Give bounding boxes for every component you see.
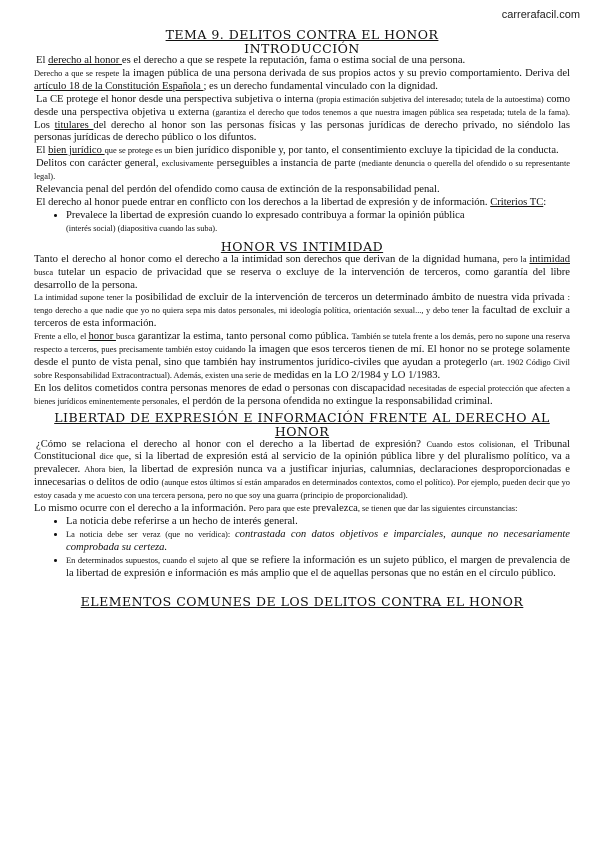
term-honor: honor	[88, 331, 116, 343]
term-criterios-tc: Criterios TC	[490, 196, 544, 208]
text: : tengo derecho a que nadie que yo no quiera sepa mis datos personales, mi ideología política, orientación sexual..., y debo tener	[34, 293, 570, 316]
text: busca	[34, 267, 54, 277]
intro-paragraph-2	[34, 68, 570, 94]
text: Los	[34, 119, 55, 131]
s3-paragraph-2	[34, 503, 570, 516]
text: pero la	[502, 254, 530, 264]
text: bien jurídico disponible y, por tanto, el consentimiento excluye la tipicidad de la conducta.	[172, 145, 559, 157]
list-item	[66, 555, 570, 581]
text: pues precisamente también estoy cuidando	[101, 345, 246, 355]
term-titulares: titulares	[54, 119, 94, 131]
text: garantizar la estima, tanto personal como pública.	[135, 331, 352, 343]
s2-paragraph-3	[34, 331, 570, 383]
text: el perdón de la persona ofendida no extingue la responsabilidad criminal.	[179, 395, 493, 407]
text: (aunque estos últimos sí están amparados en determinados contextos, como el político). Por ejemplo, pueden decir que yo estoy casada y me acuesto con una tercera persona, pero no que soy una guarra (principio de proporcionalidad).	[34, 478, 570, 501]
intro-paragraph-6: Relevancia penal del perdón del ofendido como causa de extinción de la responsabilidad penal.	[36, 184, 440, 196]
s3-paragraph-1	[34, 439, 570, 504]
text: Lo mismo ocurre con el derecho a la información.	[34, 503, 249, 515]
s2-paragraph-4	[34, 383, 570, 409]
text: La noticia debe ser veraz	[66, 529, 166, 539]
text: es el derecho a que se respete la reputación, fama o estima social de una persona.	[121, 55, 466, 66]
text: dice que	[99, 452, 129, 462]
text: También se tutela frente a los demás, pero no supone una reserva respecto a terceros,	[34, 332, 570, 355]
intro-paragraph-1	[34, 55, 570, 68]
text: medidas en la LO 2/1984 y LO 1/1983.	[270, 369, 441, 381]
text: al que se refiere la información es un sujeto público, el margen de prevalencia de la libertad de expresión e información es más amplio que el de aquellas personas que no están en el círculo público.	[66, 554, 570, 579]
text: como desde una perspectiva objetiva u externa	[34, 93, 570, 118]
s2-paragraph-2	[34, 292, 570, 331]
text: ; es un derecho fundamental vinculado con la dignidad.	[203, 80, 438, 92]
text: el Tribunal Constitucional	[34, 438, 571, 463]
text: la imagen que esos terceros tienen de mí. El honor no se protege solamente desde el punto de vista penal, sino que también hay instrumentos jurídico-civiles que ayudan a protegerlo	[34, 344, 570, 368]
intro-paragraph-4	[34, 145, 570, 158]
list-item	[66, 210, 570, 236]
text: Prevalece la libertad de expresión cuando lo expresado contribuya a formar la opinión pública	[66, 209, 465, 221]
text: (garantiza el derecho que todos tenemos a que nuestra imagen pública sea respetada; tutela de la fama).	[212, 107, 571, 117]
page-title: TEMA 9. DELITOS CONTRA EL HONOR	[165, 27, 439, 42]
list-item: • La noticia debe referirse a un hecho de interés general.	[66, 516, 570, 529]
text: En determinados supuestos, cuando el sujeto	[66, 555, 218, 565]
text: del derecho al honor son las personas físicas y las personas jurídicas de derecho privado, no siéndolo las personas jurídicas de derecho público o los difuntos.	[34, 119, 571, 144]
intro-paragraph-3	[34, 94, 570, 146]
text: La CE protege el honor desde una perspectiva subjetiva o interna	[36, 93, 317, 105]
s2-paragraph-1	[34, 254, 570, 293]
text: El	[36, 55, 49, 66]
text: (propia estimación subjetiva del interesado; tutela de la autoestima)	[316, 94, 544, 104]
intro-paragraph-7	[34, 197, 570, 210]
term-articulo-18: artículo 18 de la Constitución Española	[34, 80, 204, 92]
text: , si la libertad de expresión está al servicio de la opinión pública libre y del pluralismo político, va a prevalecer.	[34, 451, 570, 476]
intro-heading: INTRODUCCIÓN	[244, 41, 360, 56]
text: Delitos con carácter general,	[36, 158, 162, 170]
text: posibilidad de excluir de la intervención de terceros un determinado ámbito de nuestra vida privada	[132, 292, 568, 304]
text: El	[36, 145, 49, 157]
text: Pero para que este	[248, 504, 310, 514]
text: prevalezca	[309, 503, 358, 515]
text: El derecho al honor puede entrar en conflicto con los derechos a la libertad de expresión y de información.	[36, 196, 491, 208]
text: Derecho a que se respete	[34, 68, 120, 78]
intro-paragraph-5	[34, 158, 570, 184]
term-derecho-al-honor: derecho al honor	[48, 55, 122, 66]
term-intimidad: intimidad	[529, 253, 570, 265]
text: Cuando estos colisionan,	[426, 439, 516, 449]
text: Ahora bien,	[84, 465, 126, 475]
text: La intimidad supone tener la	[34, 293, 133, 303]
text: Tanto el derecho al honor como el derecho a la intimidad son derechos que derivan de la dignidad humana,	[34, 253, 503, 265]
text: busca	[115, 332, 136, 342]
text: que se protege es un	[104, 146, 173, 156]
text: (interés social) (diapositiva cuando las suba).	[66, 223, 218, 233]
section-heading-libertad-expresion: LIBERTAD DE EXPRESIÓN E INFORMACIÓN FRENTE AL DERECHO AL HONOR	[54, 409, 550, 439]
text: En los delitos cometidos contra personas menores de edad o personas con discapacidad	[34, 382, 409, 394]
text: perseguibles a instancia de parte	[213, 158, 359, 170]
criterios-list	[34, 210, 570, 236]
text: la imagen pública de una persona derivada de sus propios actos y su previo comportamiento. Deriva del	[119, 67, 570, 79]
list-item	[66, 529, 570, 555]
section-heading-elementos-comunes: ELEMENTOS COMUNES DE LOS DELITOS CONTRA EL HONOR	[80, 593, 524, 609]
text: , se tienen que dar las siguientes circunstancias:	[357, 504, 518, 514]
text: la facultad de excluir a terceros de esta información.	[34, 305, 570, 330]
term-bien-juridico: bien jurídico	[48, 145, 105, 157]
text: :	[543, 196, 547, 208]
text: (art. 1902 Código Civil sobre Responsabilidad Extracontractual). Además, existen una serie de	[34, 357, 570, 380]
text: la libertad de expresión nunca va a justificar injurias, calumnias, declaraciones desproporcionadas e innecesarias o delitos de odio	[34, 464, 570, 489]
text: exclusivamente	[161, 159, 214, 169]
text: contrastada con datos objetivos e imparciales, aunque no necesariamente comprobada su certeza.	[66, 528, 571, 553]
text: tutelar un espacio de privacidad que se reserva o excluye de la intervención de terceros, como garantía del libre desarrollo de la persona.	[34, 266, 570, 291]
text: (mediante denuncia o querella del ofendido o su representante legal).	[34, 159, 570, 182]
circunstancias-list	[34, 516, 570, 581]
text: ¿Cómo se relaciona el derecho al honor con el derecho a la libertad de expresión?	[36, 438, 427, 450]
text: necesitadas de especial protección que afecten a bienes jurídicos eminentemente personales,	[34, 383, 570, 406]
watermark: carrerafacil.com	[501, 9, 580, 21]
section-heading-honor-vs-intimidad: HONOR VS INTIMIDAD	[220, 238, 384, 254]
document-content	[34, 28, 570, 609]
text: (que no verídica):	[165, 529, 235, 539]
text: Frente a ello, el	[34, 332, 89, 342]
